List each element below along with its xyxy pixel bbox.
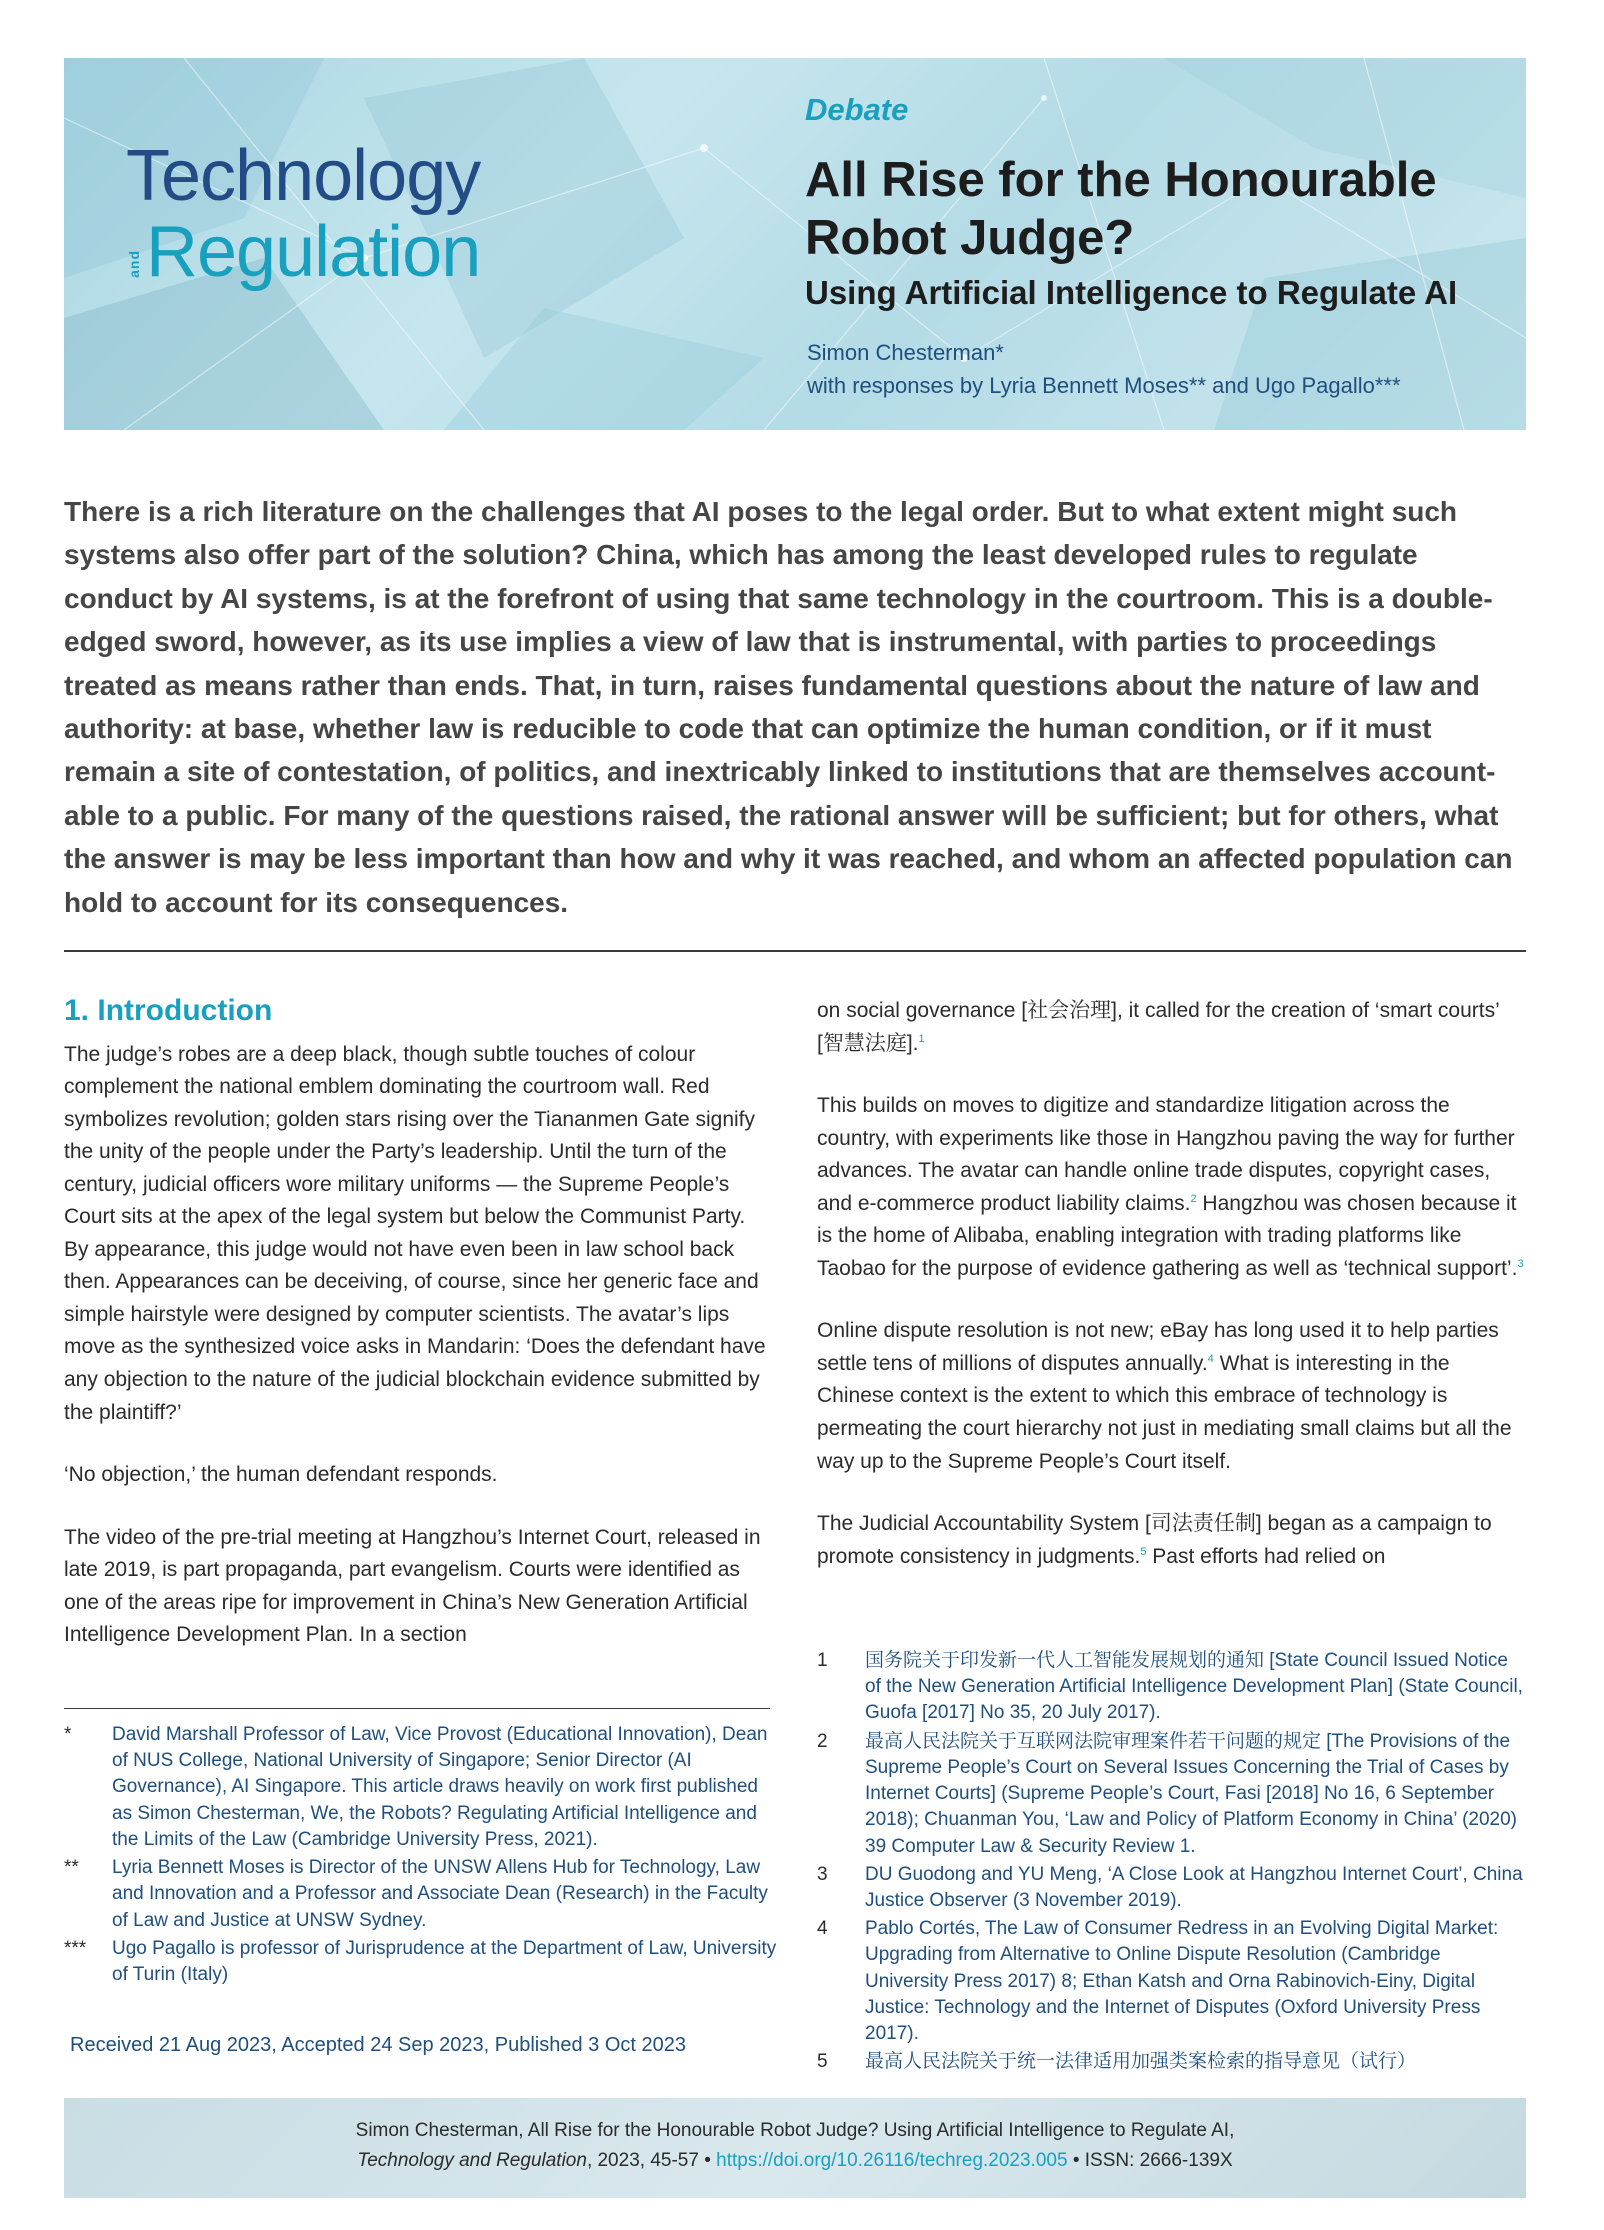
footnote-ref[interactable]: 2 bbox=[1190, 1192, 1197, 1205]
footnotes bbox=[817, 1648, 1526, 2078]
note-mark: *** bbox=[64, 1937, 87, 1959]
journal-name: Technology and Regulation bbox=[357, 2150, 587, 2172]
footnote-ref[interactable]: 5 bbox=[1140, 1545, 1147, 1558]
footnote bbox=[817, 2049, 1526, 2075]
paragraph-text: This builds on moves to digitize and standardize litigation across the country, with experiments like those in Hangzhou paving the way for further advances. The avatar can handle online trade disputes, copyright cases, and e-commerce product liability claims. bbox=[817, 1094, 1515, 1215]
logo-technology: Technology bbox=[126, 136, 481, 216]
footnote-number: 4 bbox=[817, 1918, 828, 1940]
paragraph-text: Past efforts had relied on bbox=[1146, 1544, 1386, 1568]
note-text: Ugo Pagallo is professor of Jurisprudence at the Department of Law, University of Turin (Italy) bbox=[112, 1937, 777, 1985]
paragraph: The video of the pre-trial meeting at Hangzhou’s Internet Court, released in late 2019, is part propaganda, part evangelism. Courts were identified as one of the areas ripe for improvement in China’s New Generation Artificial Intelligence Development Plan. In a section bbox=[64, 1525, 761, 1647]
footnote bbox=[817, 1729, 1526, 1860]
footnote bbox=[817, 1916, 1526, 2047]
paragraph bbox=[817, 1508, 1526, 1573]
issn: • ISSN: 2666-139X bbox=[1067, 2150, 1233, 2172]
paragraph bbox=[817, 1090, 1526, 1285]
right-column bbox=[817, 995, 1526, 1603]
paragraph bbox=[817, 1315, 1526, 1478]
footnote-number: 1 bbox=[817, 1650, 828, 1671]
footnote-text: DU Guodong and YU Meng, ‘A Close Look at Hangzhou Internet Court’, China Justice Observer (3 November 2019). bbox=[865, 1863, 1523, 1911]
paragraph-text: Online dispute resolution is not new; eBay has long used it to help parties settle tens of millions of disputes annually. bbox=[817, 1319, 1499, 1375]
author-note bbox=[64, 1855, 778, 1934]
author-note bbox=[64, 1722, 778, 1853]
paragraph-text: The Judicial Accountability System [司法责任制] began as a campaign to promote consistency in judgments. bbox=[817, 1512, 1492, 1568]
footnote-number: 5 bbox=[817, 2051, 828, 2073]
title-line-2: Robot Judge? bbox=[805, 210, 1135, 265]
doi-link[interactable]: https://doi.org/10.26116/techreg.2023.005 bbox=[716, 2150, 1068, 2172]
section-heading-introduction: 1. Introduction bbox=[64, 994, 273, 1027]
note-mark: * bbox=[64, 1724, 72, 1745]
article-title bbox=[805, 152, 1501, 268]
journal-logo bbox=[126, 136, 481, 292]
author-notes bbox=[64, 1722, 778, 1990]
footnote-text: 最高人民法院关于互联网法院审理案件若干问题的规定 [The Provisions of the Supreme People’s Court on Several Issues Concerning the Trial of Cases by Internet Courts] (Supreme People’s Court, Fasi [2018] No 16, 6 September 2018); Chuanman You, ‘Law and Policy of Platform Economy in China’ (2020) 39 Computer Law & Security Review 1. bbox=[865, 1730, 1518, 1857]
citation-line-1: Simon Chesterman, All Rise for the Honourable Robot Judge? Using Artificial Intelligence to Regulate AI, bbox=[355, 2120, 1235, 2141]
author-notes-divider bbox=[64, 1708, 770, 1709]
note-text: David Marshall Professor of Law, Vice Provost (Educational Innovation), Dean of NUS College, National University of Singapore; Senior Director (AI Governance), AI Singapore. This article draws heavily on work first published as Simon Chesterman, We, the Robots? Regulating Artificial Intelligence and the Limits of the Law (Cambridge University Press, 2021). bbox=[112, 1724, 768, 1850]
footnote-ref[interactable]: 3 bbox=[1517, 1257, 1524, 1270]
author-block bbox=[807, 336, 1501, 402]
citation-line-2 bbox=[64, 2146, 1526, 2176]
footnote-ref[interactable]: 1 bbox=[918, 1032, 925, 1045]
paragraph bbox=[817, 995, 1526, 1060]
footnote-ref[interactable]: 4 bbox=[1207, 1352, 1214, 1365]
left-column bbox=[64, 988, 770, 1682]
logo-and: and bbox=[126, 250, 142, 278]
citation-pages: , 2023, 45-57 • bbox=[586, 2150, 717, 2172]
received-dates: Received 21 Aug 2023, Accepted 24 Sep 2023, Published 3 Oct 2023 bbox=[70, 2034, 687, 2056]
footnote bbox=[817, 1648, 1526, 1727]
abstract: There is a rich literature on the challenges that AI poses to the legal order. But to what extent might such systems also offer part of the solution? China, which has among the least developed rules to regulate conduct by AI systems, is at the forefront of using that same technology in the courtroom. This is a double-edged sword, however, as its use implies a view of law that is instrumental, with parties to proceedings treated as means rather than ends. That, in turn, raises fundamental questions about the nature of law and authority: at base, whether law is reducible to code that can optimize the human condition, or if it must remain a site of contestation, of politics, and inextricably linked to institutions that are themselves accountable to a public. For many of the questions raised, the rational answer will be sufficient; but for others, what the answer is may be less important than how and why it was reached, and whom an affected population can hold to account for its consequences. bbox=[64, 496, 1513, 918]
footnote-text: 最高人民法院关于统一法律适用加强类案检索的指导意见（试行） bbox=[865, 2051, 1417, 2073]
author-line-2: with responses by Lyria Bennett Moses** and Ugo Pagallo*** bbox=[807, 372, 1401, 398]
footnote-text: 国务院关于印发新一代人工智能发展规划的通知 [State Council Issued Notice of the New Generation Artificial Intelligence Development Plan] (State Council, Guofa [2017] No 35, 20 July 2017). bbox=[865, 1650, 1523, 1724]
category-label: Debate bbox=[805, 92, 909, 127]
citation-footer bbox=[64, 2098, 1526, 2198]
title-line-1: All Rise for the Honourable bbox=[805, 153, 1437, 207]
note-text: Lyria Bennett Moses is Director of the UNSW Allens Hub for Technology, Law and Innovation and a Professor and Associate Dean (Research) in the Faculty of Law and Justice at UNSW Sydney. bbox=[112, 1857, 768, 1931]
author-note bbox=[64, 1936, 778, 1988]
footnote-number: 3 bbox=[817, 1863, 828, 1885]
paragraph: ‘No objection,’ the human defendant responds. bbox=[64, 1463, 498, 1487]
note-mark: ** bbox=[64, 1857, 79, 1879]
author-line-1: Simon Chesterman* bbox=[807, 339, 1004, 365]
footnote-number: 2 bbox=[817, 1730, 828, 1752]
footnote-text: Pablo Cortés, The Law of Consumer Redress in an Evolving Digital Market: Upgrading from Alternative to Online Dispute Resolution (Cambridge University Press 2017) 8; Ethan Katsh and Orna Rabinovich-Einy, Digital Justice: Technology and the Internet of Disputes (Oxford University Press 2017). bbox=[865, 1918, 1499, 2045]
header-banner bbox=[64, 58, 1526, 430]
footnote bbox=[817, 1862, 1526, 1914]
abstract-divider bbox=[64, 950, 1526, 952]
logo-regulation: Regulation bbox=[146, 212, 481, 292]
paragraph-text: Hangzhou was chosen because it is the home of Alibaba, enabling integration with trading platforms like Taobao for the purpose of evidence gathering as well as ‘technical support’. bbox=[817, 1191, 1518, 1280]
article-subtitle: Using Artificial Intelligence to Regulate AI bbox=[805, 273, 1458, 311]
paragraph-text: on social governance [社会治理], it called for the creation of ‘smart courts’ [智慧法庭]. bbox=[817, 999, 1500, 1055]
paragraph-text: What is interesting in the Chinese context is the extent to which this embrace of technology is permeating the court hierarchy not just in mediating small claims but all the way up to the Supreme People’s Court itself. bbox=[817, 1351, 1512, 1473]
paragraph: The judge’s robes are a deep black, though subtle touches of colour complement the national emblem dominating the courtroom wall. Red symbolizes revolution; golden stars rising over the Tiananmen Gate signify the unity of the people under the Party’s leadership. Until the turn of the century, judicial officers wore military uniforms — the Supreme People’s Court sits at the apex of the legal system but below the Communist Party. By appearance, this judge would not have even been in law school back then. Appearances can be deceiving, of course, since her generic face and simple hairstyle were designed by computer scientists. The avatar’s lips move as the synthesized voice asks in Mandarin: ‘Does the defendant have any objection to the nature of the judicial blockchain evidence submitted by the plaintiff?’ bbox=[64, 1042, 766, 1424]
article-heading bbox=[741, 92, 1501, 402]
